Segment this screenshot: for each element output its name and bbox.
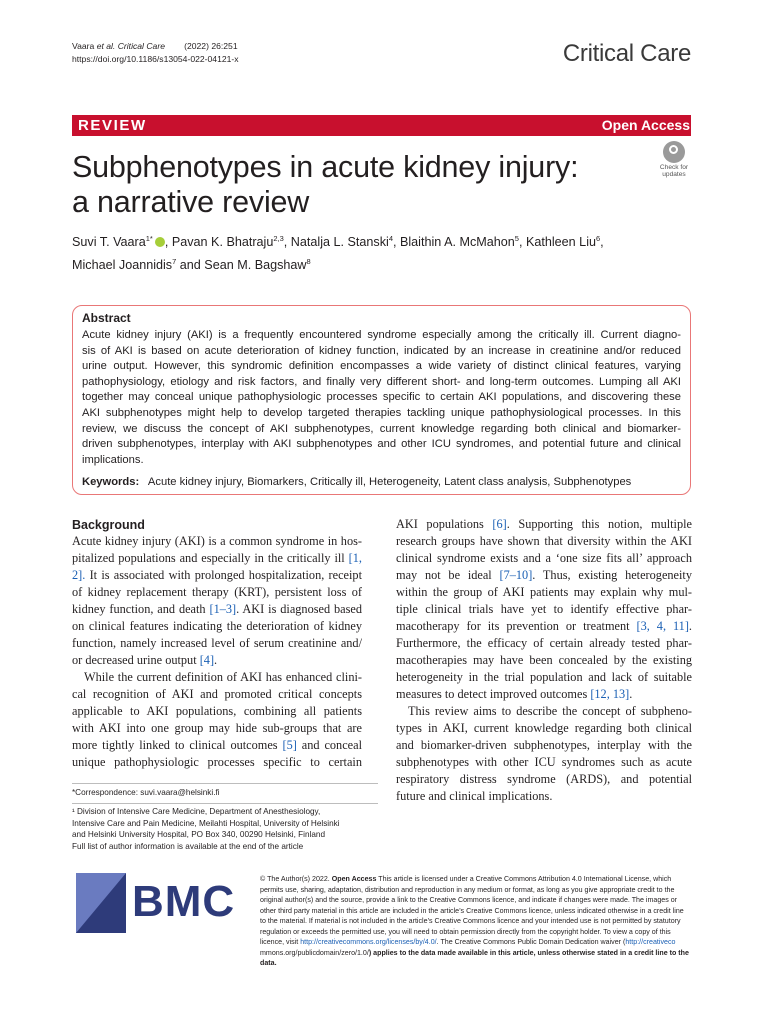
keywords — [82, 475, 681, 490]
license-line: mmons.org/publicdomain/zero/1.0/) applies to the data made available in this article, unless otherwise stated in a credit line to the data. — [260, 948, 689, 967]
citation-link[interactable]: [1, — [348, 551, 362, 565]
bmc-logo-icon — [76, 873, 126, 933]
citation-link[interactable]: [4] — [199, 653, 215, 667]
citation-link[interactable]: [1–3] — [209, 602, 237, 616]
author-name: Kathleen Liu — [525, 235, 596, 250]
article-type-banner — [72, 115, 691, 136]
paragraph — [396, 703, 692, 805]
citation-link[interactable]: [5] — [282, 738, 297, 752]
text-line: subphenotypes with other ICU syndromes such as acute — [396, 755, 692, 769]
doi-link[interactable]: https://doi.org/10.1186/s13054-022-04121-x — [72, 54, 239, 64]
text-line: and biomarker-driven subphenotypes, interplay with the — [396, 738, 692, 752]
author-name: Michael Joannidis — [72, 258, 173, 273]
author-name: Pavan K. Bhatraju — [171, 235, 274, 250]
citation-journal: et al. Critical Care — [96, 41, 165, 51]
orcid-icon[interactable] — [155, 237, 165, 247]
license-line: original author(s) and the source, provide a link to the Creative Commons licence, and indicate if changes were made. The images or — [260, 896, 678, 904]
text-line: This review aims to describe the concept of subpheno- — [408, 704, 692, 718]
text-line: measures to detect improved outcomes [12, 13]. — [396, 687, 633, 701]
text-line: macotherapy for its prevention or treatment [3, 4, 11]. — [396, 619, 692, 633]
open-access-label: Open Access — [601, 117, 690, 133]
text-line: may not be ideal [7–10]. Thus, existing heterogeneity — [396, 568, 692, 582]
citation-author: Vaara — [72, 41, 95, 51]
article-title: Subphenotypes in acute kidney injury: a narrative review — [72, 150, 579, 219]
paragraph — [72, 669, 362, 771]
text-line: research groups have shown that diversity within the AKI — [396, 534, 692, 548]
paragraph — [396, 516, 692, 703]
citation-link[interactable]: [3, 4, 11] — [636, 619, 689, 633]
citation-year: (2022) 26:251 — [184, 41, 238, 51]
text-line: While the current definition of AKI has enhanced clini- — [84, 670, 362, 684]
license-line: permits use, sharing, adaptation, distribution and reproduction in any medium or format, as long as you give appropriate credit to the — [260, 885, 675, 894]
citation — [72, 40, 239, 53]
text-line: respiratory distress syndrome (ARDS), and potential — [396, 772, 692, 786]
license-line: other third party material in this article are included in the article’s Creative Commons licence, unless indicated otherwise in a credit line — [260, 906, 684, 915]
author-name: Suvi T. Vaara — [72, 235, 146, 250]
text-line: macotherapies may have been concealed by the existing — [396, 653, 692, 667]
text-line: tiple clinical trials have yet to identify effective phar- — [396, 602, 692, 616]
footnote-divider — [72, 783, 378, 784]
text-line: future and clinical implications. — [396, 789, 553, 803]
license-statement — [260, 874, 692, 969]
text-line: function, namely increased level of serum creatinine and/ — [72, 636, 362, 650]
journal-name: Critical Care — [562, 40, 691, 67]
text-line: more tightly linked to clinical outcomes [5] and conceal — [72, 738, 362, 752]
affiliation-note: ¹ Division of Intensive Care Medicine, Department of Anesthesiology, Intensive Care and Pain Medicine, Meilahti Hospital, University of Helsinki and Helsinki University Hospital, PO Box 340, 00290 Helsinki, Finland Full list of author information is available at the end of the article — [72, 807, 340, 851]
abstract-heading: Abstract — [82, 311, 131, 325]
text-line: clinical syndrome exists and a ‘one size fits all’ approach — [396, 551, 692, 565]
body-column-left — [72, 533, 362, 771]
check-for-updates-button[interactable] — [656, 141, 692, 178]
license-line: to the material. If material is not included in the article’s Creative Commons licence and your intended use is not permitted by statutory — [260, 917, 681, 925]
author-list: Suvi T. Vaara$^{1*}$ , Pavan K. Bhatraju$^{2,3}$, Natalja L. Stanski$^4$, Blaithin A. McMahon$^5$, Kathleen Liu$^6$, Michael Joannidis$^7$ and Sean M. Bagshaw$^8$ — [72, 234, 604, 273]
article-type-label: REVIEW — [78, 117, 147, 134]
text-line: on clinical features indicating the deterioration of kidney — [72, 619, 362, 633]
text-line: AKI populations [6]. Supporting this notion, multiple — [396, 517, 692, 531]
license-link[interactable]: http://creativecommons.org/licenses/by/4.0/ — [300, 938, 437, 946]
license-line: © The Author(s) 2022. Open Access This article is licensed under a Creative Commons Attribution 4.0 International License, which — [260, 875, 672, 883]
license-link[interactable]: http://creativeco — [625, 938, 676, 946]
author-name: Sean M. Bagshaw — [204, 258, 307, 273]
body-column-right — [396, 516, 692, 805]
text-line: pitalized populations and especially in the critically ill [1, — [72, 551, 362, 565]
license-line: regulation or exceeds the permitted use, you will need to obtain permission directly from the copyright holder. To view a copy of this — [260, 927, 671, 936]
open-access-emphasis: ) applies to the data made available in this article, unless otherwise stated in a credit line to the data. — [260, 948, 689, 967]
text-line: within the group of AKI patients may explain why mul- — [396, 585, 692, 599]
text-line: with AKI into one group may hide sub-groups that are — [72, 721, 362, 735]
running-header — [72, 40, 239, 66]
text-line: cal recognition of AKI and promoted critical concepts — [72, 687, 362, 701]
text-line: of kidney replacement therapy (KRT), persistent loss of — [72, 585, 362, 599]
paragraph — [72, 533, 362, 669]
author-name: Natalja L. Stanski — [290, 235, 389, 250]
text-line: heterogeneity in the trial population and lack of suitable — [396, 670, 692, 684]
publisher-logo-text: BMC — [132, 877, 236, 926]
citation-link[interactable]: [6] — [492, 517, 507, 531]
text-line: 2]. It is associated with prolonged hospitalization, receipt — [72, 568, 362, 582]
citation-link[interactable]: [7–10] — [499, 568, 533, 582]
text-line: Acute kidney injury (AKI) is a common syndrome in hos- — [72, 534, 362, 548]
text-line: unique pathophysiologic processes specific to certain — [72, 755, 362, 769]
correspondence-note: *Correspondence: suvi.vaara@helsinki.fi — [72, 788, 220, 797]
text-line: applicable to AKI populations, combining all patients — [72, 704, 362, 718]
keywords-label: Keywords: — [82, 476, 140, 488]
text-line: Furthermore, the efficacy of certain already tested phar- — [396, 636, 692, 650]
check-updates-label: Check for updates — [659, 164, 689, 178]
citation-link[interactable]: [12, 13] — [590, 687, 630, 701]
open-access-emphasis: Open Access — [331, 875, 377, 883]
keywords-list: Acute kidney injury, Biomarkers, Critically ill, Heterogeneity, Latent class analysis, Subphenotypes — [147, 476, 632, 488]
footnote-divider — [72, 803, 378, 804]
license-line: licence, visit http://creativecommons.org/licenses/by/4.0/. The Creative Commons Public Domain Dedication waiver (http://creativeco — [260, 938, 676, 946]
text-line: or decreased urine output [4]. — [72, 653, 218, 667]
abstract-text: Acute kidney injury (AKI) is a frequently encountered syndrome especially among the critically ill. Current diagno- sis of AKI is based on acute deterioration of kidney function, indicated by an increase in creatinine and/or reduced urine output. However, this syndromic definition encompasses a wide variety of distinct clinical features, varying pathophysiology, etiology and risk factors, and finally very different short- and long-term outcomes. Lumping all AKI together may conceal unique pathophysiologic processes specific to certain AKI populations, and discovering these AKI subphenotypes might help to develop targeted therapies tackling unique pathophysiological processes. In this review, we discuss the concept of AKI subphenotypes, current knowledge regarding both clinical and biomarker- driven subphenotypes, interplay with AKI subphenotypes and other ICU syndromes, and potential future and clinical implications. — [82, 329, 681, 466]
section-heading-background: Background — [72, 518, 145, 532]
text-line: kidney function, and death [1–3]. AKI is diagnosed based — [72, 602, 363, 616]
check-updates-icon — [663, 141, 685, 163]
citation-link[interactable]: 2]. — [72, 568, 86, 582]
text-line: types in AKI, current knowledge regarding both clinical — [396, 721, 692, 735]
author-name: Blaithin A. McMahon — [399, 235, 515, 250]
